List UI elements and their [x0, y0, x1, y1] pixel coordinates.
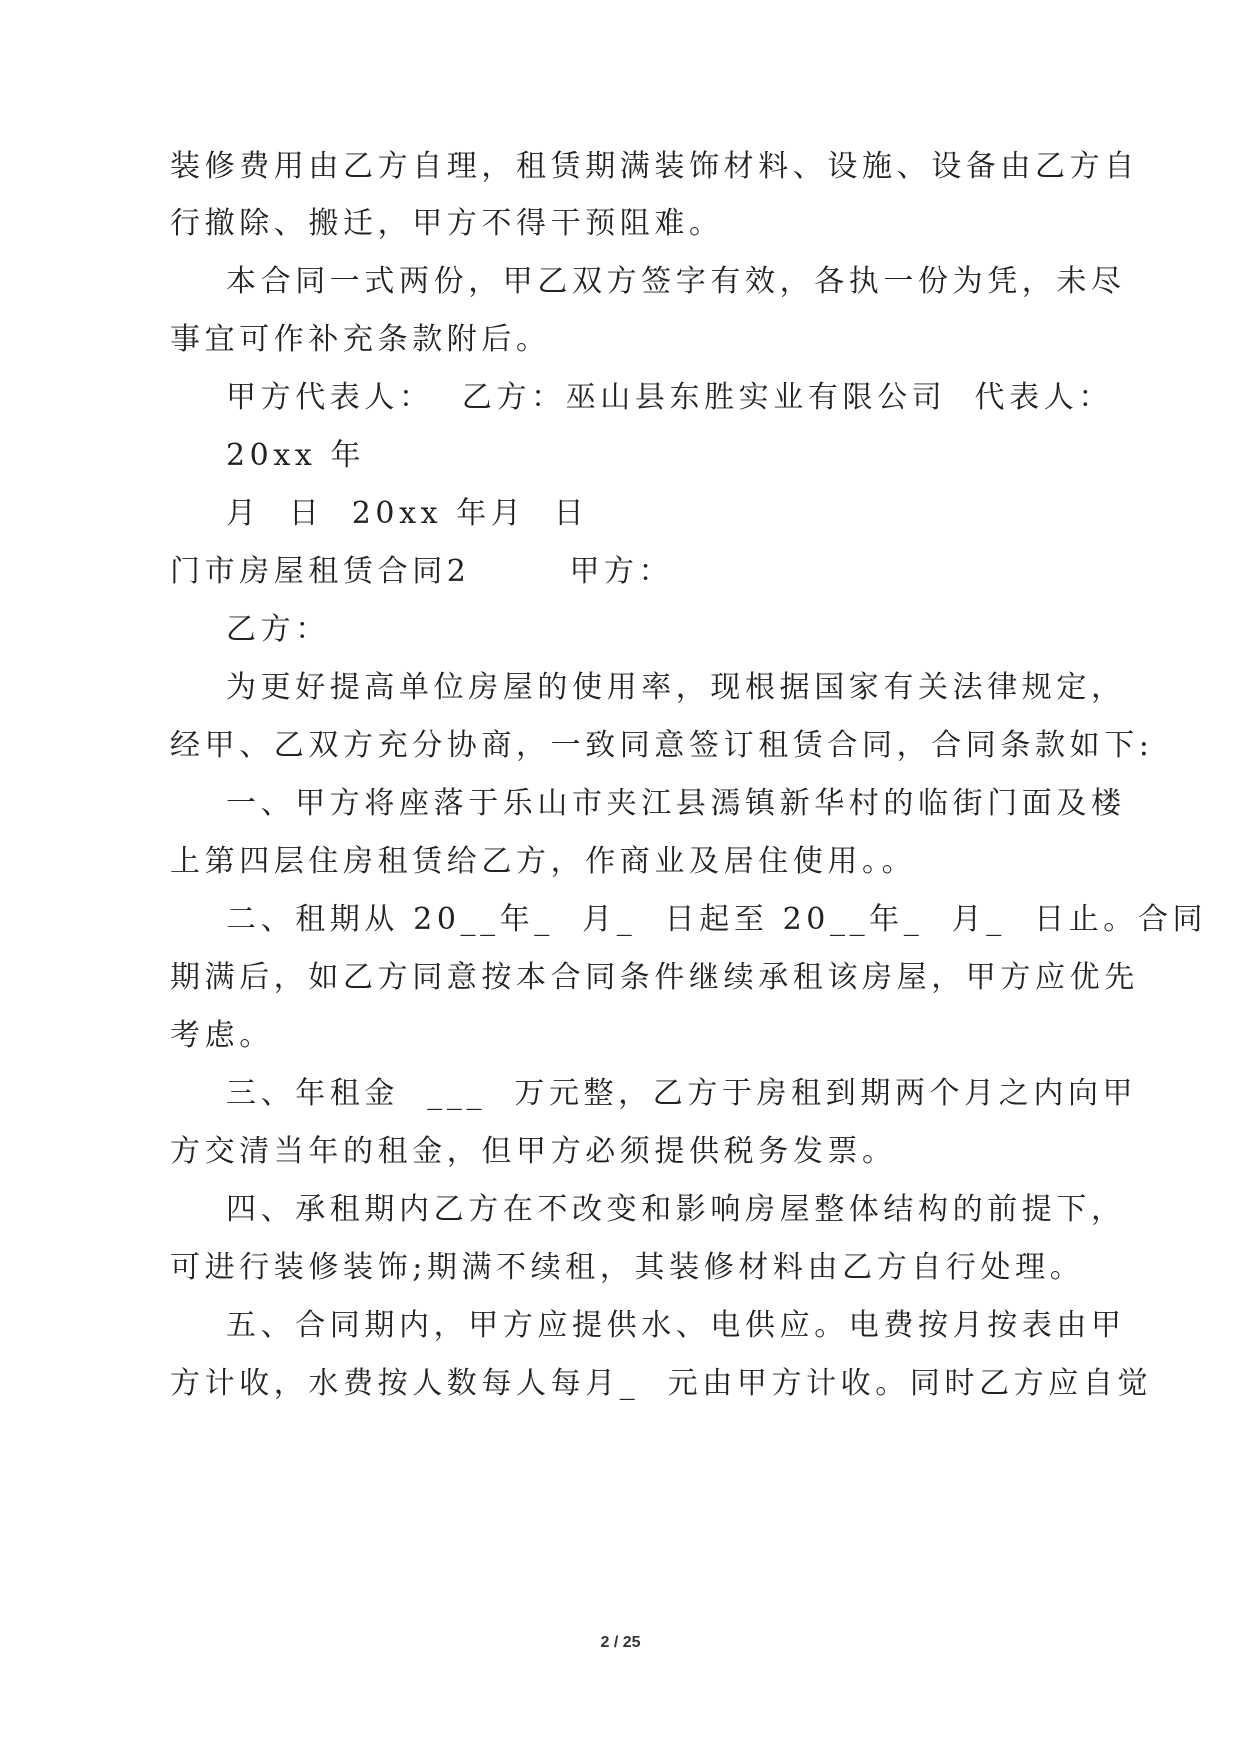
clause-line: 四、承租期内乙方在不改变和影响房屋整体结构的前提下， [226, 1192, 1126, 1227]
clause-line: 上第四层住房租赁给乙方，作商业及居住使用。。 [170, 844, 917, 879]
clause-line: 三、年租金 ___ 万元整，乙方于房租到期两个月之内向甲 [226, 1076, 1138, 1111]
clause-line: 方交清当年的租金，但甲方必须提供税务发票。 [170, 1134, 897, 1169]
clause-line: 五、合同期内，甲方应提供水、电供应。电费按月按表由甲 [226, 1308, 1126, 1343]
paragraph-line: 为更好提高单位房屋的使用率，现根据国家有关法律规定， [226, 670, 1126, 705]
party-line: 乙方： [226, 612, 330, 647]
signature-line: 甲方代表人： 乙方：巫山县东胜实业有限公司 代表人： [226, 380, 1113, 415]
date-line: 月 日 20xx 年月 日 [226, 496, 589, 531]
paragraph-line: 事宜可作补充条款附后。 [170, 322, 551, 357]
clause-line: 可进行装修装饰;期满不续租，其装修材料由乙方自行处理。 [170, 1250, 1085, 1285]
date-line: 20xx 年 [226, 438, 366, 473]
clause-line: 一、甲方将座落于乐山市夹江县漹镇新华村的临街门面及楼 [226, 786, 1126, 821]
clause-line: 考虑。 [170, 1018, 274, 1053]
clause-line: 期满后，如乙方同意按本合同条件继续承租该房屋，甲方应优先 [170, 960, 1139, 995]
paragraph-line: 本合同一式两份，甲乙双方签字有效，各执一份为凭，未尽 [226, 264, 1126, 299]
contract-title: 门市房屋租赁合同2 甲方： [170, 554, 674, 589]
clause-line: 方计收，水费按人数每人每月_ 元由甲方计收。同时乙方应自觉 [170, 1366, 1153, 1401]
paragraph-line: 经甲、乙双方充分协商，一致同意签订租赁合同，合同条款如下: [170, 728, 1154, 763]
page-number: 2 / 25 [600, 1634, 641, 1651]
clause-line: 二、租期从 20__年_ 月_ 日起至 20__年_ 月_ 日止。合同 [226, 902, 1208, 937]
paragraph-line: 装修费用由乙方自理，租赁期满装饰材料、设施、设备由乙方自 [170, 149, 1139, 184]
paragraph-line: 行撤除、搬迁，甲方不得干预阻难。 [170, 206, 724, 241]
